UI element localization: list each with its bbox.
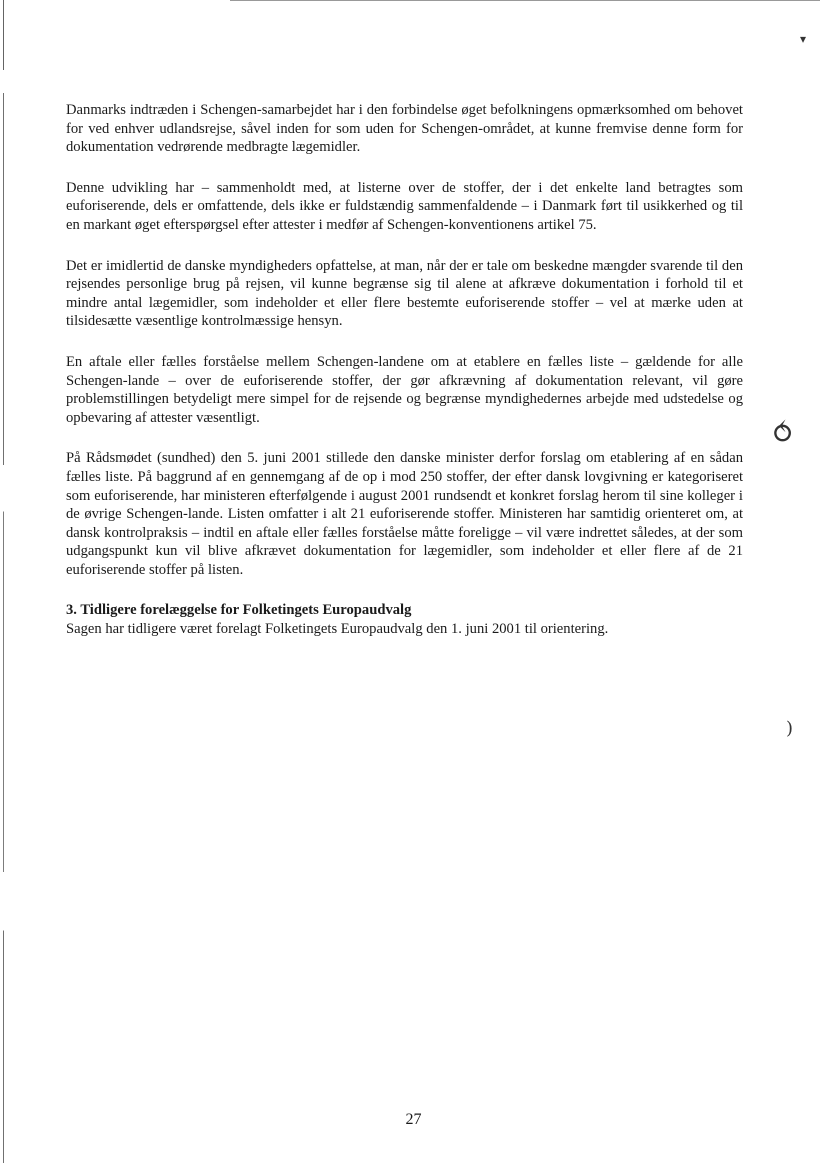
- paragraph: På Rådsmødet (sundhed) den 5. juni 2001 stillede den danske minister derfor forslag om etablering af en sådan fælles liste. På baggrund af en gennemgang af de op i mod 250 stoffer, der efter dansk lovgivning er kategoriseret som euforiserende, har ministeren efterfølgende i august 2001 rundsendt et konkret forslag herom til sine kolleger i de øvrige Schengen-lande. Listen omfatter i alt 21 euforiserende stoffer. Ministeren har samtidig orienteret om, at dansk kontrolpraksis – indtil en aftale eller fælles forståelse måtte foreligge – vil være indrettet således, at der som udgangspunkt kun vil blive afkrævet dokumentation for lægemidler, som indeholder et eller flere af de 21 euforiserende stoffer på listen.: [66, 450, 743, 578]
- paragraph: Det er imidlertid de danske myndigheders opfattelse, at man, når der er tale om beskedne mængder svarende til den rejsendes personlige brug på rejsen, vil kunne begrænse sig til alene at afkræve dokumentation i forhold til et mindre antal lægemidler, som indeholder et eller flere bestemte euforiserende stoffer – vel at mærke uden at tilsidesætte væsentlige kontrolmæssige hensyn.: [66, 257, 743, 330]
- scan-artifact-mark: ⥀: [770, 416, 796, 451]
- page-number: 27: [405, 1111, 422, 1128]
- paragraph: Denne udvikling har – sammenholdt med, at listerne over de stoffer, der i det enkelte land betragtes som euforiserende, dels er omfattende, dels ikke er fuldstændig sammenfaldende – i Danmark ført til usikkerhed og til en markant øget efterspørgsel efter attester i medfør af Schengen-konventionens artikel 75.: [66, 179, 743, 233]
- scan-edge-top: [230, 0, 820, 1]
- section-text: Sagen har tidligere været forelagt Folketingets Europaudvalg den 1. juni 2001 til orientering.: [66, 621, 609, 638]
- scan-artifact-mark: ▾: [800, 32, 807, 46]
- section-heading: 3. Tidligere forelæggelse for Folketingets Europaudvalg: [66, 602, 412, 619]
- document-body: [66, 101, 743, 639]
- scan-edge-left: [3, 0, 4, 1163]
- scan-artifact-mark: ): [786, 718, 794, 739]
- paragraph: Danmarks indtræden i Schengen-samarbejdet har i den forbindelse øget befolkningens opmærksomhed om behovet for ved enhver udlandsrejse, såvel inden for som uden for Schengen-området, at kunne fremvise denne form for dokumentation vedrørende medbragte lægemidler.: [66, 102, 743, 156]
- paragraph: En aftale eller fælles forståelse mellem Schengen-landene om at etablere en fælles liste – gældende for alle Schengen-lande – over de euforiserende stoffer, der gør afkrævning af dokumentation relevant, vil gøre problemstillingen betydeligt mere simpel for de rejsende og begrænse myndighedernes arbejde med udstedelse og opbevaring af attester væsentligt.: [66, 353, 743, 426]
